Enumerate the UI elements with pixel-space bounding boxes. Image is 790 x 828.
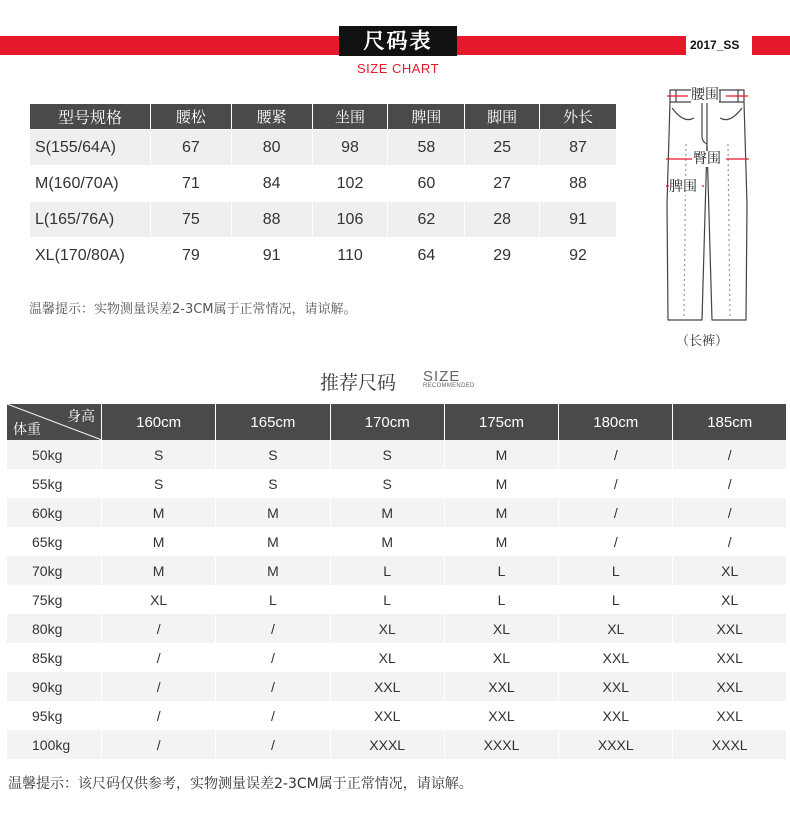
table-row [7, 614, 787, 643]
size-cell: S [102, 469, 216, 498]
size-cell: / [673, 440, 786, 469]
weight-axis-label: 体重 [13, 422, 41, 438]
header-cell: 外长 [540, 104, 617, 130]
size-cell: L [444, 556, 558, 585]
weight-cell: 55kg [7, 469, 102, 498]
size-cell: L [216, 585, 330, 614]
height-header: 175cm [444, 404, 558, 440]
value-cell: 27 [465, 166, 540, 202]
size-cell: / [216, 730, 330, 759]
table-row [30, 130, 617, 166]
size-cell: XL [673, 585, 786, 614]
size-cell: S [102, 440, 216, 469]
value-cell: 91 [540, 202, 617, 238]
size-cell: XL [673, 556, 786, 585]
pants-diagram [664, 84, 754, 324]
recommended-header-row [7, 404, 787, 440]
size-cell: L [330, 585, 444, 614]
size-cell: / [102, 643, 216, 672]
recommended-title-en: SIZE [423, 368, 461, 385]
size-cell: M [444, 440, 558, 469]
table-row [7, 672, 787, 701]
size-cell: XXL [559, 643, 673, 672]
height-axis-label: 身高 [67, 409, 95, 425]
table-row [30, 202, 617, 238]
size-cell: S [330, 440, 444, 469]
recommended-title-en-sub: RECOMMENDED [423, 383, 475, 389]
size-cell: XL [559, 614, 673, 643]
size-cell: M [330, 527, 444, 556]
size-cell: / [673, 527, 786, 556]
value-cell: 106 [312, 202, 388, 238]
size-cell: XXL [673, 672, 786, 701]
size-chart-table [29, 103, 617, 274]
table-row [7, 527, 787, 556]
header-cell: 脾围 [388, 104, 465, 130]
weight-cell: 100kg [7, 730, 102, 759]
size-cell: S [216, 469, 330, 498]
size-cell: / [102, 701, 216, 730]
size-cell: XXL [330, 701, 444, 730]
size-cell: / [216, 672, 330, 701]
hip-label: 臀围 [693, 151, 721, 167]
table-row [7, 585, 787, 614]
value-cell: 58 [388, 130, 465, 166]
height-header: 165cm [216, 404, 330, 440]
page-title: 尺码表 [339, 26, 457, 56]
value-cell: 25 [465, 130, 540, 166]
size-cell: / [216, 614, 330, 643]
recommended-size-table [6, 404, 786, 759]
value-cell: 88 [540, 166, 617, 202]
weight-cell: 65kg [7, 527, 102, 556]
size-cell: / [102, 730, 216, 759]
size-cell: XXXL [330, 730, 444, 759]
diagram-caption: （长裤） [676, 334, 729, 349]
height-header: 170cm [330, 404, 444, 440]
table-row [30, 238, 617, 274]
header-cell: 坐围 [312, 104, 388, 130]
value-cell: 80 [231, 130, 312, 166]
size-cell: / [559, 527, 673, 556]
value-cell: 29 [465, 238, 540, 274]
size-cell: XL [330, 614, 444, 643]
thigh-label: 脾围 [669, 179, 697, 195]
size-cell: / [559, 440, 673, 469]
size-cell: M [216, 527, 330, 556]
size-cell: / [216, 701, 330, 730]
value-cell: 28 [465, 202, 540, 238]
size-cell: XXL [673, 614, 786, 643]
value-cell: 110 [312, 238, 388, 274]
height-header: 180cm [559, 404, 673, 440]
size-cell: / [559, 469, 673, 498]
size-cell: XXXL [673, 730, 786, 759]
size-cell: XL [444, 614, 558, 643]
corner-cell [7, 404, 102, 440]
table-row [7, 701, 787, 730]
size-cell: M [102, 556, 216, 585]
page-subtitle: SIZE CHART [356, 61, 440, 76]
table-row [7, 730, 787, 759]
weight-cell: 50kg [7, 440, 102, 469]
header-cell: 腰松 [150, 104, 231, 130]
size-chart-note: 温馨提示：实物测量误差2-3CM属于正常情况，请谅解。 [29, 302, 357, 317]
size-cell: M [102, 527, 216, 556]
value-cell: 84 [231, 166, 312, 202]
value-cell: 102 [312, 166, 388, 202]
size-cell: L [330, 556, 444, 585]
size-cell: XXL [673, 701, 786, 730]
size-spec-cell: XL(170/80A) [30, 238, 151, 274]
size-cell: M [216, 498, 330, 527]
size-cell: XXL [559, 701, 673, 730]
table-row [7, 440, 787, 469]
size-cell: XXL [444, 701, 558, 730]
value-cell: 75 [150, 202, 231, 238]
weight-cell: 75kg [7, 585, 102, 614]
size-cell: XXL [330, 672, 444, 701]
value-cell: 62 [388, 202, 465, 238]
size-cell: XXL [559, 672, 673, 701]
table-row [7, 469, 787, 498]
weight-cell: 80kg [7, 614, 102, 643]
size-cell: / [559, 498, 673, 527]
value-cell: 98 [312, 130, 388, 166]
size-spec-cell: L(165/76A) [30, 202, 151, 238]
size-cell: M [444, 527, 558, 556]
size-spec-cell: M(160/70A) [30, 166, 151, 202]
value-cell: 79 [150, 238, 231, 274]
table-row [7, 643, 787, 672]
size-cell: M [216, 556, 330, 585]
size-cell: M [102, 498, 216, 527]
size-cell: / [673, 498, 786, 527]
header-cell: 腰紧 [231, 104, 312, 130]
size-chart-header-row [30, 104, 617, 130]
weight-cell: 85kg [7, 643, 102, 672]
size-cell: / [216, 643, 330, 672]
value-cell: 87 [540, 130, 617, 166]
size-cell: / [673, 469, 786, 498]
size-cell: S [216, 440, 330, 469]
value-cell: 64 [388, 238, 465, 274]
height-header: 185cm [673, 404, 786, 440]
size-cell: XL [444, 643, 558, 672]
table-row [7, 498, 787, 527]
size-cell: / [102, 614, 216, 643]
size-cell: L [559, 585, 673, 614]
value-cell: 91 [231, 238, 312, 274]
value-cell: 88 [231, 202, 312, 238]
value-cell: 67 [150, 130, 231, 166]
size-cell: XL [102, 585, 216, 614]
weight-cell: 70kg [7, 556, 102, 585]
size-cell: S [330, 469, 444, 498]
size-cell: XXXL [444, 730, 558, 759]
size-spec-cell: S(155/64A) [30, 130, 151, 166]
value-cell: 71 [150, 166, 231, 202]
size-cell: M [444, 498, 558, 527]
header-cell: 型号规格 [30, 104, 151, 130]
table-row [30, 166, 617, 202]
weight-cell: 60kg [7, 498, 102, 527]
size-cell: XXXL [559, 730, 673, 759]
recommended-title: 推荐尺码 [320, 372, 397, 394]
value-cell: 60 [388, 166, 465, 202]
value-cell: 92 [540, 238, 617, 274]
header-red-bar-left [0, 36, 339, 55]
table-row [7, 556, 787, 585]
waist-label: 腰围 [691, 87, 719, 103]
size-cell: M [444, 469, 558, 498]
weight-cell: 95kg [7, 701, 102, 730]
size-cell: L [559, 556, 673, 585]
weight-cell: 90kg [7, 672, 102, 701]
header-cell: 脚围 [465, 104, 540, 130]
size-cell: XL [330, 643, 444, 672]
size-cell: XXL [444, 672, 558, 701]
season-label: 2017_SS [686, 36, 752, 55]
recommended-note: 温馨提示：该尺码仅供参考，实物测量误差2-3CM属于正常情况，请谅解。 [8, 776, 473, 792]
size-cell: L [444, 585, 558, 614]
height-header: 160cm [102, 404, 216, 440]
size-cell: M [330, 498, 444, 527]
size-cell: / [102, 672, 216, 701]
size-cell: XXL [673, 643, 786, 672]
